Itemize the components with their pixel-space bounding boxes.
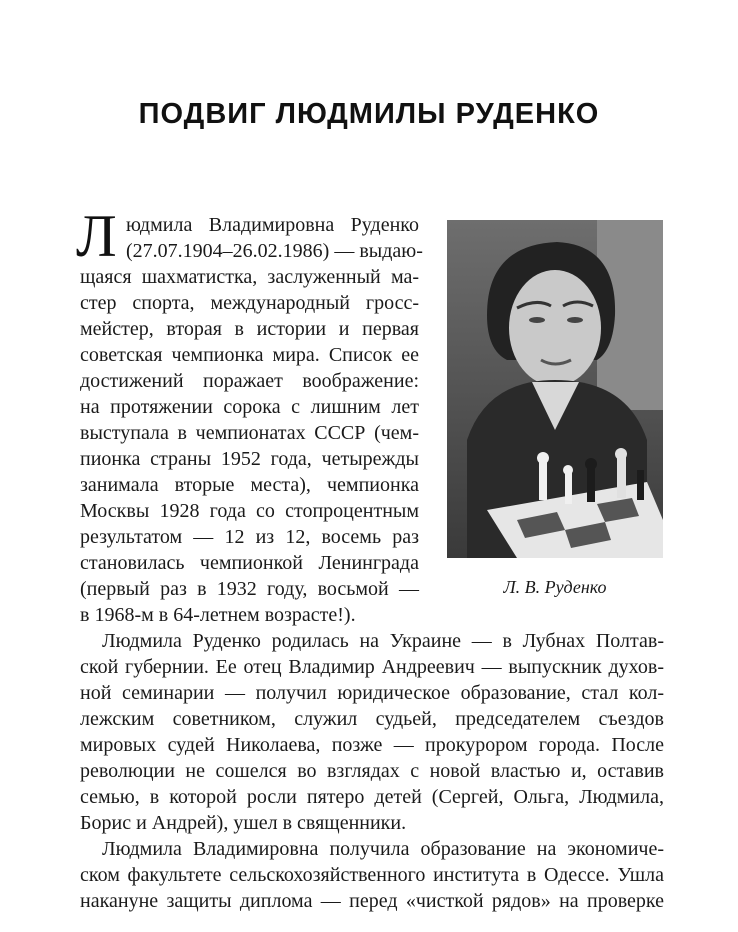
page-title: ПОДВИГ ЛЮДМИЛЫ РУДЕНКО bbox=[138, 98, 600, 130]
body-line: революции не сошелся во взглядах с новой властью и, оставив bbox=[80, 760, 664, 782]
drop-cap: Л bbox=[76, 203, 117, 269]
body-line: (первый раз в 1932 году, восьмой — bbox=[80, 578, 419, 600]
body-line: на протяжении сорока с лишним лет bbox=[80, 396, 419, 418]
portrait-illustration bbox=[447, 220, 663, 558]
body-line: Борис и Андрей), ушел в священники. bbox=[80, 812, 407, 834]
body-line: пионка страны 1952 года, четырежды bbox=[80, 448, 419, 470]
body-line: Москвы 1928 года со стопроцентным bbox=[80, 500, 419, 522]
photo-caption: Л. В. Руденко bbox=[503, 577, 607, 597]
body-line: советская чемпионка мира. Список ее bbox=[80, 344, 419, 366]
body-line: мировых судей Николаева, позже — прокурором города. После bbox=[80, 734, 664, 756]
body-line: в 1968-м в 64-летнем возрасте!). bbox=[80, 604, 356, 626]
body-line: стер спорта, международный гросс- bbox=[80, 292, 419, 314]
body-line: ской губернии. Ее отец Владимир Андреевич — выпускник духов- bbox=[80, 656, 664, 678]
body-line: ной семинарии — получил юридическое образование, стал кол- bbox=[80, 682, 664, 704]
body-line: ском факультете сельскохозяйственного института в Одессе. Ушла bbox=[80, 864, 664, 886]
body-line: накануне защиты диплома — перед «чисткой рядов» на проверке bbox=[80, 890, 664, 912]
portrait-photo bbox=[447, 220, 663, 558]
body-line: щаяся шахматистка, заслуженный ма- bbox=[80, 266, 419, 288]
body-line: достижений поражает воображение: bbox=[80, 370, 419, 392]
body-line: становилась чемпионкой Ленинграда bbox=[80, 552, 419, 574]
body-line: результатом — 12 из 12, восемь раз bbox=[80, 526, 419, 548]
body-line: мейстер, вторая в истории и первая bbox=[80, 318, 419, 340]
body-line: семью, в которой росли пятеро детей (Сергей, Ольга, Людмила, bbox=[80, 786, 664, 808]
body-line: выступала в чемпионатах СССР (чем- bbox=[80, 422, 419, 444]
body-line: Людмила Владимировна получила образование на экономиче- bbox=[102, 838, 664, 860]
body-line: лежским советником, служил судьей, председателем съездов bbox=[80, 708, 664, 730]
body-line: занимала вторые места), чемпионка bbox=[80, 474, 419, 496]
body-line: юдмила Владимировна Руденко bbox=[126, 214, 419, 236]
body-line: Людмила Руденко родилась на Украине — в Лубнах Полтав- bbox=[102, 630, 664, 652]
body-line: (27.07.1904–26.02.1986) — выдаю- bbox=[126, 240, 423, 262]
